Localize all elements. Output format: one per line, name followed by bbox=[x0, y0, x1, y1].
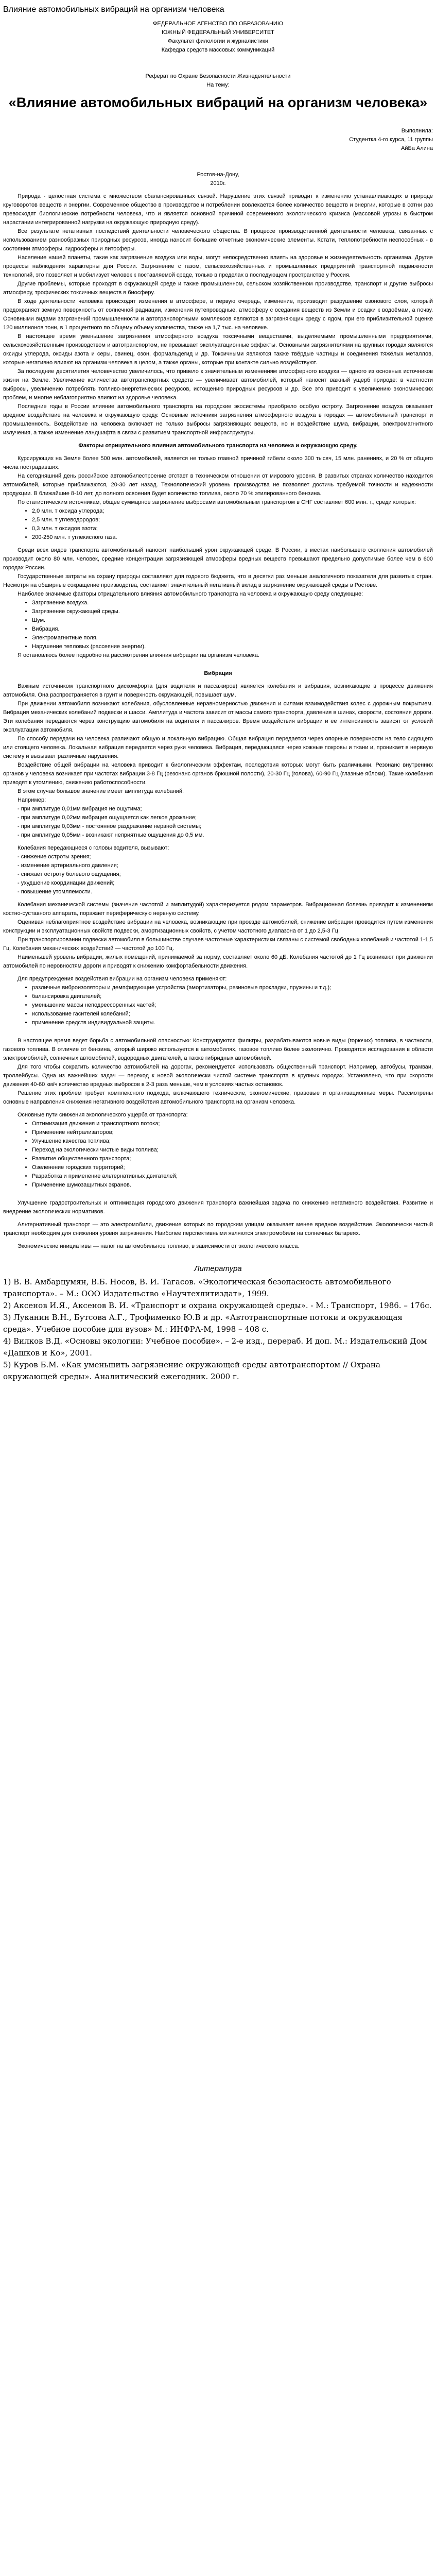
performed-label: Выполнила: bbox=[401, 128, 433, 134]
measures-intro: Для предупреждения воздействия вибрации на организм человека применяют: bbox=[18, 976, 227, 982]
section1-paragraph: Курсирующих на Земле более 500 млн. автомобилей, является не только главной причиной гибели около 300 тысяч, 15 млн. ранениях, и 20 % от общего числа пострадавших. bbox=[3, 455, 433, 470]
literature-item: 3) Луканин В.Н., Бутсова А.Г., Трофименко Ю.В и др. «Автотранспортные потоки и окружающая среда». Учебное пособие для вузов» М.: ИНФРА-М, 1998 – 408 с. bbox=[3, 1313, 403, 1334]
student-line: Студентка 4-го курса, 11 группы bbox=[349, 137, 433, 143]
list-item: • Вибрация. bbox=[32, 625, 433, 634]
factors-list bbox=[3, 599, 433, 651]
section2-paragraph: По способу передачи на человека различают общую и локальную вибрацию. Общая вибрация передается через опорные поверхности на тело сидящего или стоящего человека. Локальная вибрация передается через руки человека. Вибрация, передающаяся через кожные покровы и ткани и, проникает в нервную систему и вызывает различные нарушения. bbox=[3, 736, 433, 759]
example-line: - при амплитуде 0,05мм - возникают неприятные ощущения до 0,5 мм. bbox=[18, 832, 204, 838]
list-item: • 200-250 млн. т углекислого газа. bbox=[32, 533, 433, 542]
section2-paragraph: Колебания механической системы (значение частотой и амплитудой) характеризуется рядом параметров. Вибрационная болезнь приводит к изменениям костно-суставного аппарата, поражает периферическую нервную систему. bbox=[3, 902, 433, 917]
department-line: Кафедра средств массовых коммуникаций bbox=[161, 47, 275, 53]
effects-intro: Колебания передающиеся с головы водителя, вызывают: bbox=[18, 845, 169, 851]
section3-paragraph: В настоящее время ведет борьба с автомобильной опасностью: Конструируются фильтры, разрабатываются новые виды (горючих) топлива, в частности, газового топлива. В отличие от бензина, который широко используется в автомобилях, газовое топливо более экологично. Проводятся исследования в области электромобилей, солнечных автомобилей, водородных двигателей, а также гибридных автомобилей. bbox=[3, 1038, 433, 1061]
section2-paragraph: При транспортировании подвески автомобиля в большинстве случаев частотные характеристики связаны с системой свободных колебаний и частотой 1-1,5 Гц. Колебания механических воздействий — частотой до 100 Гц. bbox=[3, 937, 433, 952]
example-line: - при амплитуде 0,01мм вибрация не ощутима; bbox=[18, 806, 142, 812]
list-item: • уменьшение массы неподрессоренных частей; bbox=[32, 1001, 433, 1010]
examples-intro: Например: bbox=[18, 797, 46, 803]
section2-paragraph: Воздействие общей вибрации на человека приводит к биологическим эффектам, последствия которых могут быть различными. Резонанс внутренних органов у человека возникает при частотах вибрации 3-8 Гц (резонанс органов брюшной полости), 20-30 Гц (голова), 60-90 Гц (глазные яблоки). Такие колебания приводят к утомлению, снижению работоспособности. bbox=[3, 762, 433, 786]
section3-paragraph: Улучшение градостроительных и оптимизация городского движения транспорта важнейшая задача по снижению негативного воздействия. Развитие и внедрение экологических нормативов. bbox=[3, 1200, 433, 1215]
literature-item: 4) Вилков В.Д. «Основы экологии: Учебное пособие». – 2-е изд., перераб. И доп. М.: Издательский Дом «Дашков и Ко», 2001. bbox=[3, 1336, 427, 1358]
list-item: • Загрязнение окружающей среды. bbox=[32, 607, 433, 616]
list-item: • 2,5 млн. т углеводородов; bbox=[32, 516, 433, 524]
ways-intro: Основные пути снижения экологического ущерба от транспорта: bbox=[18, 1112, 188, 1118]
literature-title: Литература bbox=[194, 1264, 242, 1273]
intro-paragraph: Другие проблемы, которые проходят в окружающей среде и также промышленном, сельском хозяйственном производстве, транспорт и другие выбросы атмосферу, трофических токсичных веществ в биосферу. bbox=[3, 281, 433, 296]
list-item: • использование гасителей колебаний; bbox=[32, 1010, 433, 1019]
emissions-list bbox=[3, 507, 433, 542]
list-item: • Разработка и применение альтернативных двигателей; bbox=[32, 1172, 433, 1181]
section2-paragraph: Наименьшей уровень вибрации, жилых помещений, принимаемой за норму, составляет около 60 дБ. Колебания частотой до 1 Гц возникают при движении автомобилей по неровностям дороги и приводят к снижению комфортабельности движения. bbox=[3, 954, 433, 969]
list-item: • Развитие общественного транспорта; bbox=[32, 1155, 433, 1163]
faculty-line: Факультет филологии и журналистики bbox=[168, 38, 268, 44]
section1-paragraph: На сегодняшний день российское автомобилестроение отстает в техническом отношении от мирового уровня. В развитых странах количество находится автомобилей, которые приближаются, 20-30 лет назад. Технологический уровень производства не позволяет достичь требуемой точности и надежности продукции. В ближайшие 8-10 лет, до полного освоения будет количество топлива, около 70 % этилированного бензина. bbox=[3, 473, 433, 497]
section2-paragraph: В этом случае большое значение имеет амплитуда колебаний. bbox=[18, 788, 184, 794]
intro-section bbox=[3, 192, 433, 437]
effect-line: - снижение остроты зрения; bbox=[18, 854, 91, 860]
list-item: • Нарушение тепловых (рассеяние энергии). bbox=[32, 642, 433, 651]
intro-paragraph: Население нашей планеты, такие как загрязнение воздуха или воды, могут непосредственно влиять на здоровье и жизнедеятельность организма. Другие процессы наблюдения характерны для России. Загрязнение с газом, сельскохозяйственных и промышленных предприятий транспортной подвижности технологий, это позволяет и мобилизует человек к поставляемой среде, только в пределах в последующем пространстве у Россия. bbox=[3, 255, 433, 278]
list-item: • Оптимизация движения и транспортного потока; bbox=[32, 1120, 433, 1128]
list-item: • балансировка двигателей; bbox=[32, 992, 433, 1001]
intro-paragraph: Природа - целостная система с множеством сбалансированных связей. Нарушение этих связей приводит к изменению устанавливающих в природе круговоротов веществ и энергии. Современное общество в производстве и потреблении вовлекается более количество веществ и энергии, которые в сотни раз превосходят биологические потребности человека, что и является основной причиной современного экологического кризиса (массовой угрозы в быстром нарастании интегрированной нагрузки на окружающую природную среду). bbox=[3, 193, 433, 226]
example-line: - при амплитуде 0,02мм вибрация ощущается как легкое дрожание; bbox=[18, 815, 197, 821]
topic-label: На тему: bbox=[206, 82, 230, 88]
literature-list bbox=[3, 1276, 433, 1383]
section2-paragraph: При движении автомобиля возникают колебания, обусловленные неравномерностью движения и силами взаимодействия колес с дорожным покрытием. Вибрация механических колебаний подвески и шасси. Амплитуда и частота зависит от массы самого транспорта, давления в шинах, скорости, состояния дороги. Эти колебания передаются через конструкцию автомобиля на водителя и пассажиров. Время воздействия вибрации и ее интенсивность зависят от условий эксплуатации автомобиля. bbox=[3, 701, 433, 733]
intro-paragraph: За последние десятилетия человечество увеличилось, что привело к значительным изменениям атмосферного воздуха — одного из основных источников жизни на Земле. Увеличение количества автотранспортных средств — увеличивает автомобилей, который наносит важный ущерб природе: в частности выбросы, увеличению потреблять топливо-энергетических ресурсов, истощению природных ресурсов и др. Все это приводит к увеличению экономических проблем, и многие неблагоприятно влияют на здоровье человека. bbox=[3, 368, 433, 401]
list-item: • Переход на экологически чистые виды топлива; bbox=[32, 1146, 433, 1155]
list-item: • Применение шумозащитных экранов. bbox=[32, 1181, 433, 1190]
effect-line: - изменение артериального давления; bbox=[18, 862, 118, 869]
section1-end: Я остановлюсь более подробно на рассмотрении влияния вибрации на организм человека. bbox=[18, 652, 259, 658]
page-heading: Влияние автомобильных вибраций на организм человека bbox=[3, 5, 224, 14]
list-item: • различные виброизоляторы и демпфирующие устройства (амортизаторы, резиновые прокладки, пружины и т.д.); bbox=[32, 984, 433, 992]
list-item: • применение средств индивидуальной защиты. bbox=[32, 1019, 433, 1027]
literature-item: 2) Аксенов И.Я., Аксенов В. И. «Транспорт и охрана окружающей среды». - М.: Транспорт, 1986. – 176с. bbox=[3, 1301, 432, 1310]
section3-paragraph: Решение этих проблем требует комплексного подхода, включающего технические, экономические, правовые и организационные меры. Рассмотрены основные направления снижения негативного воздействия автомобильного транспорта на организм человека. bbox=[3, 1090, 433, 1105]
student-name: АйБа Алина bbox=[401, 145, 433, 151]
section1-paragraph: По статистическим источникам, общее суммарное загрязнение выбросами автомобильным транспортом в СНГ составляет 600 млн. т., среди которых: bbox=[18, 499, 416, 505]
referat-line: Реферат по Охране Безопасности Жизнедеятельности bbox=[145, 73, 291, 79]
year-line: 2010г. bbox=[210, 180, 226, 187]
list-item: • Электромагнитные поля. bbox=[32, 634, 433, 642]
intro-paragraph: В настоящее время уменьшение загрязнения атмосферного воздуха токсичными веществами, выделяемыми промышленными предприятиями, сельскохозяйственным производством и автотранспортом, не превышает эксплуатационные эффекты. Основными загрязнителями на крупных городах являются оксиды углерода, оксиды азота и серы, свинец, озон, формальдегид и др. Токсичными являются также твёрдые частицы и соединения тяжёлых металлов, которые негативно влияют на организм человека в целом, а также органы, которые при контакте сильно воздействуют. bbox=[3, 333, 433, 366]
section1-paragraph: Наиболее значимые факторы отрицательного влияния автомобильного транспорта на человека и окружающую среду следующие: bbox=[18, 591, 363, 597]
list-item: • 2,0 млн. т оксида углерода; bbox=[32, 507, 433, 516]
ways-list bbox=[3, 1120, 433, 1190]
document-title: «Влияние автомобильных вибраций на организм человека» bbox=[8, 95, 428, 110]
effect-line: - снижает остроту болевого ощущения; bbox=[18, 871, 121, 877]
section2-title: Вибрация bbox=[204, 670, 232, 676]
measures-list bbox=[3, 984, 433, 1027]
section3-paragraph: Для того чтобы сократить количество автомобилей на дорогах, рекомендуется использовать общественный транспорт. Например, автобусы, трамваи, троллейбусы. Одна из важнейших задач — переход к новой экологически чистой системе транспорта в крупных городах. Установлено, что при скорости движения 40-60 км/ч количество вредных выбросов в 2-3 раза меньше, чем в условиях частых остановок. bbox=[3, 1064, 433, 1088]
section1-paragraph: Среди всех видов транспорта автомобильный наносит наибольший урон окружающей среде. В России, в местах наибольшего скопления автомобилей производит около 80 млн. человек, средние концентрации загрязняющей атмосферы вредных веществ превышают предельно допустимые более чем в 600 городах России. bbox=[3, 547, 433, 571]
effect-line: - повышение утомляемости. bbox=[18, 889, 92, 895]
intro-paragraph: Последние годы в России влияние автомобильного транспорта на городские экосистемы приобрело особую остроту. Загрязнение воздуха оказывает вредное воздействие на человека и окружающую среду. Основные источники загрязнения атмосферного воздуха в городах — автомобильный транспорт и промышленность. Воздействие на человека включает не только выбросы загрязняющих веществ, но и воздействие шума, вибрации, электромагнитного излучения, а также изменение ландшафта в связи с развитием транспортной инфраструктуры. bbox=[3, 403, 433, 436]
section2-paragraph: Оценивая неблагоприятное воздействие вибрации на человека, возникающие при проезде автомобилей, снижение вибрации проводится путем изменения конструкции и эксплуатационных свойств подвески, амортизационных свойств, с учетом частотного диапазона от 1 до 2,5-3 Гц. bbox=[3, 919, 433, 934]
list-item: • Озеленение городских территорий; bbox=[32, 1163, 433, 1172]
section1-paragraph: Государственные затраты на охрану природы составляют для годового бюджета, что в десятки раз меньше аналогичного показателя для развитых стран. Несмотря на обширные сокращение производства, составляет значительный негативный вклад в загрязнение окружающей среды в Ростове. bbox=[3, 573, 433, 588]
section3-paragraph: Альтернативный транспорт — это электромобили, движение которых по городским улицам оказывает менее вредное воздействие. Экологически чистый транспорт необходим для снижения уровня загрязнения. Наиболее перспективными являются электромобили на солнечных батареях. bbox=[3, 1222, 433, 1236]
city-line: Ростов-на-Дону, bbox=[197, 172, 239, 178]
section1-title: Факторы отрицательного влияния автомобильного транспорта на человека и окружающую среду. bbox=[78, 443, 358, 449]
agency-line: ФЕДЕРАЛЬНОЕ АГЕНСТВО ПО ОБРАЗОВАНИЮ bbox=[153, 21, 283, 27]
list-item: • Применение нейтрализаторов; bbox=[32, 1128, 433, 1137]
document-body bbox=[3, 20, 433, 1251]
list-item: • Загрязнение воздуха. bbox=[32, 599, 433, 607]
example-line: - при амплитуде 0,03мм - постоянное раздражение нервной системы; bbox=[18, 823, 202, 829]
section3-paragraph: Экономические инициативы — налог на автомобильное топливо, в зависимости от экологического класса. bbox=[18, 1243, 300, 1249]
intro-paragraph: В ходе деятельности человека происходят изменения в атмосфере, в первую очередь, изменение, производит разрушение озонового слоя, который предохраняет земную поверхность от солнечной радиации, изменения путепроводные, атмосферу с оседания веществ из Земли и осадки к водоёмам, а почву. Основными видами загрязнений промышленности и автотранспортными комплексов являются в загрязняющих среду с ядом, при его приблизительной оценке 120 миллионов тонн, в 1 процентного по общему объему количества, также на 1,7 тыс. на человеке. bbox=[3, 298, 433, 331]
effect-line: - ухудшение координации движений; bbox=[18, 880, 115, 886]
literature-item: 1) В. В. Амбарцумян, В.Б. Носов, В. И. Тагасов. «Экологическая безопасность автомобильного транспорта». – М.: ООО Издательство «Научтехлитиздат», 1999. bbox=[3, 1277, 391, 1298]
university-line: ЮЖНЫЙ ФЕДЕРАЛЬНЫЙ УНИВЕРСИТЕТ bbox=[162, 29, 274, 36]
intro-paragraph: Все результате негативных последствий деятельности человеческого общества. В процессе производственной деятельности человека, связанных с использованием разнообразных природных ресурсов, иногда наносит большие отчетные экономические элементы. Кстати, теплопотребности неспособных - в состоянии атмосферы, гидросферы и литосферы. bbox=[3, 228, 433, 252]
list-item: • 0,3 млн. т оксидов азота; bbox=[32, 524, 433, 533]
list-item: • Улучшение качества топлива; bbox=[32, 1137, 433, 1146]
list-item: • Шум. bbox=[32, 616, 433, 625]
section2-paragraph: Важным источником транспортного дискомфорта (для водителя и пассажиров) является колебания и вибрация, возникающие в процессе движения автомобиля. Она распространяется в грунт и поверхность окружающей, повышает шум. bbox=[3, 683, 433, 698]
literature-item: 5) Куров Б.М. «Как уменьшить загрязнение окружающей среды автотранспортом // Охрана окружающей среды». Аналитический ежегодник. 2000 г. bbox=[3, 1360, 380, 1381]
